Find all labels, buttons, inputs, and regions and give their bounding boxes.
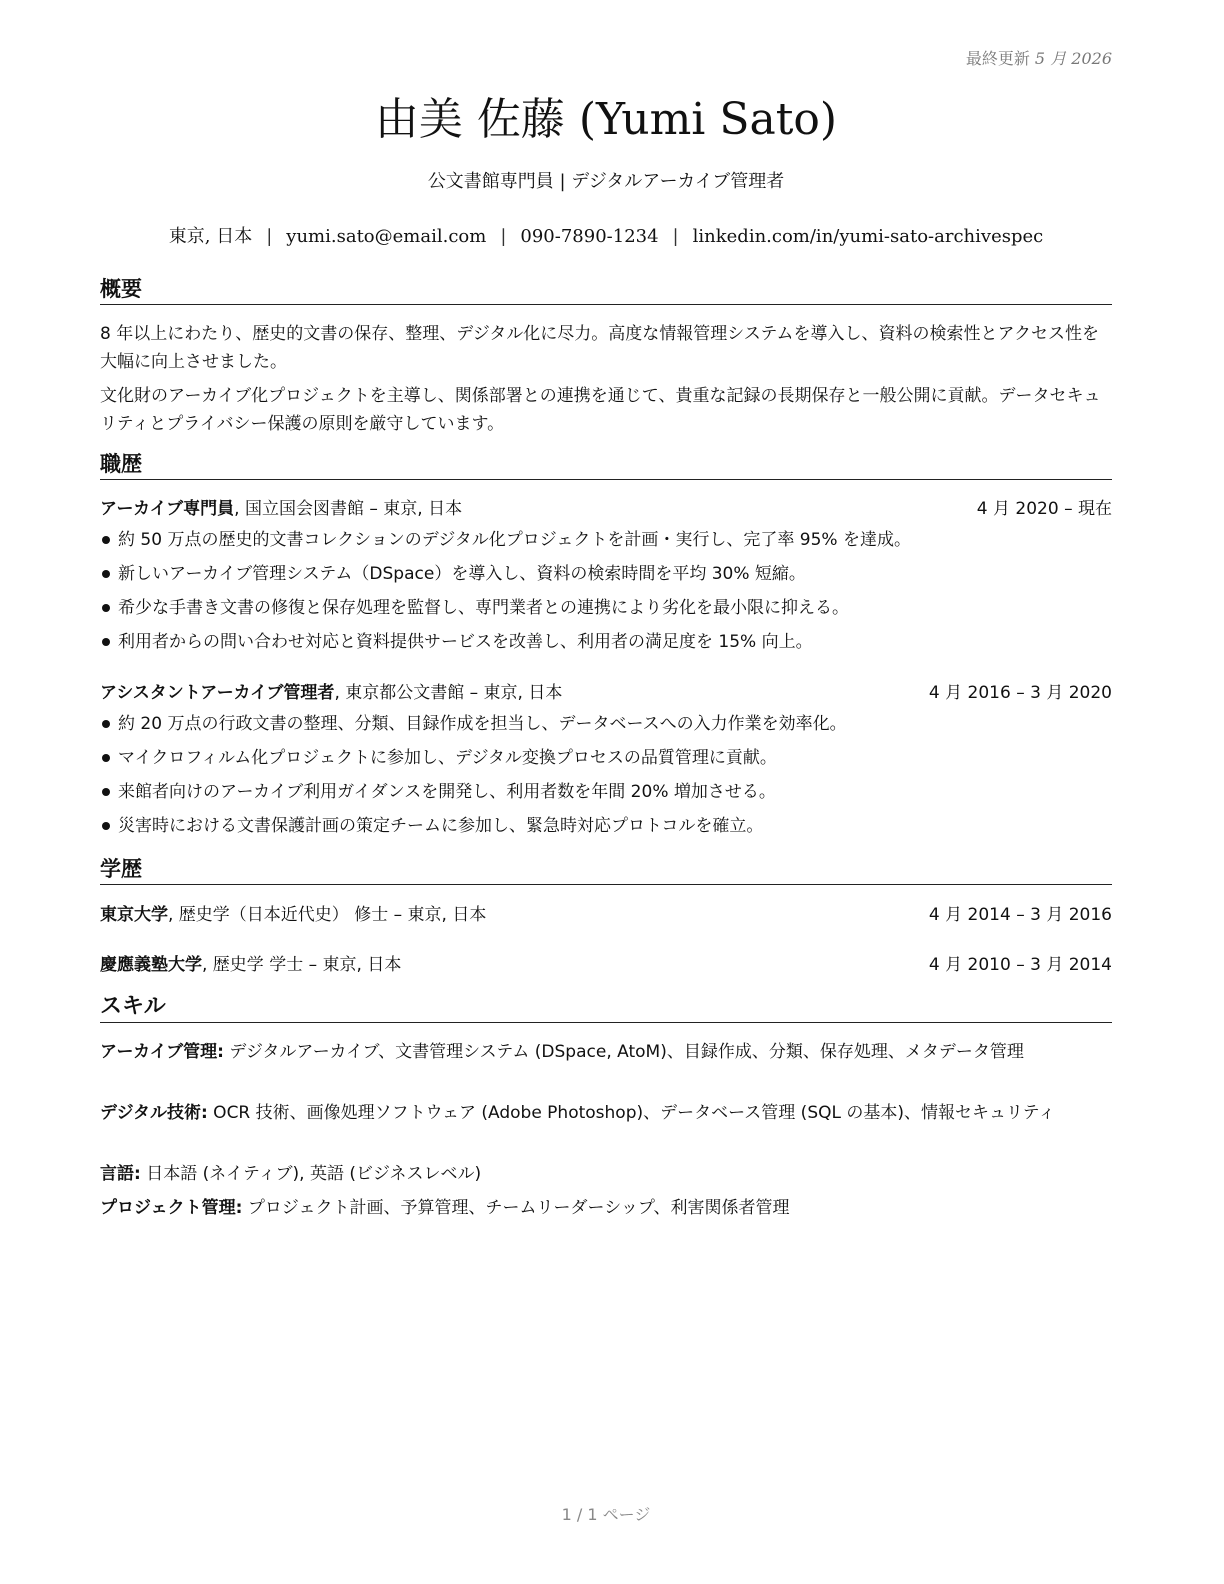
summary-paragraph: 文化財のアーカイブ化プロジェクトを主導し、関係部署との連携を通じて、貴重な記録の長期保存と一般公開に貢献。データセキュリティとプライバシー保護の原則を厳守しています。 [100, 386, 1101, 434]
skill-label: アーカイブ管理: [100, 1042, 224, 1062]
job-bullets [100, 526, 1112, 662]
skill-text: OCR 技術、画像処理ソフトウェア (Adobe Photoshop)、データベース管理 (SQL の基本)、情報セキュリティ [207, 1103, 1056, 1123]
last-updated [966, 46, 1112, 69]
bullet-icon [102, 720, 110, 728]
list-item [100, 628, 1112, 662]
candidate-subtitle: 公文書館専門員 | デジタルアーカイブ管理者 [427, 171, 785, 192]
job-title-line [100, 680, 562, 706]
contact-separator: | [500, 226, 507, 247]
bullet-icon [102, 604, 110, 612]
bullet-icon [102, 536, 110, 544]
skill-text: 日本語 (ネイティブ), 英語 (ビジネスレベル) [140, 1164, 482, 1184]
section-title-summary: 概要 [100, 276, 1112, 305]
section-title-education: 学歴 [100, 856, 1112, 885]
list-item [100, 778, 1112, 812]
bullet-icon [102, 822, 110, 830]
bullet-text: 約 50 万点の歴史的文書コレクションのデジタル化プロジェクトを計画・実行し、完了率 95% を達成。 [118, 530, 911, 550]
resume-page [100, 0, 1112, 1584]
skill-line [100, 1160, 1112, 1188]
education-item [100, 902, 1112, 928]
last-updated-date: 5 月 2026 [1034, 49, 1112, 68]
skill-label: 言語: [100, 1164, 141, 1184]
education-dates: 4 月 2010 – 3 月 2014 [928, 955, 1112, 975]
education-detail: , 歴史学（日本近代史） 修士 – 東京, 日本 [168, 905, 487, 925]
contact-line [100, 225, 1112, 249]
skill-line [100, 1038, 1112, 1066]
contact-phone[interactable]: 090-7890-1234 [520, 226, 659, 247]
bullet-text: 来館者向けのアーカイブ利用ガイダンスを開発し、利用者数を年間 20% 増加させる。 [118, 782, 776, 802]
contact-separator: | [672, 226, 679, 247]
job-role: アシスタントアーカイブ管理者 [100, 683, 335, 703]
education-item [100, 952, 1112, 978]
job-org: , 国立国会図書館 – 東京, 日本 [234, 499, 463, 519]
contact-linkedin[interactable]: linkedin.com/in/yumi-sato-archivespec [692, 226, 1044, 247]
job-dates: 4 月 2016 – 3 月 2020 [928, 683, 1112, 703]
list-item [100, 526, 1112, 560]
skill-text: デジタルアーカイブ、文書管理システム (DSpace, AtoM)、目録作成、分類、保存処理、メタデータ管理 [223, 1042, 1024, 1062]
job-title-line [100, 496, 462, 522]
contact-separator: | [266, 226, 273, 247]
job-header [100, 680, 1112, 706]
section-title-experience: 職歴 [100, 451, 1112, 480]
job-role: アーカイブ専門員 [100, 499, 235, 519]
last-updated-label: 最終更新 [965, 49, 1030, 68]
bullet-text: 新しいアーカイブ管理システム（DSpace）を導入し、資料の検索時間を平均 30% 短縮。 [118, 564, 806, 584]
list-item [100, 710, 1112, 744]
list-item [100, 560, 1112, 594]
education-detail: , 歴史学 学士 – 東京, 日本 [202, 955, 402, 975]
education-school: 東京大学 [100, 905, 168, 925]
bullet-icon [102, 638, 110, 646]
job-bullets [100, 710, 1112, 846]
candidate-name: 由美 佐藤 (Yumi Sato) [374, 94, 838, 145]
section-title-skills: スキル [100, 994, 1112, 1023]
bullet-text: 利用者からの問い合わせ対応と資料提供サービスを改善し、利用者の満足度を 15% 向上。 [118, 632, 813, 652]
job-dates: 4 月 2020 – 現在 [976, 499, 1112, 519]
education-school: 慶應義塾大学 [100, 955, 202, 975]
bullet-text: 災害時における文書保護計画の策定チームに参加し、緊急時対応プロトコルを確立。 [118, 816, 764, 836]
education-title-line [100, 952, 401, 978]
skill-line [100, 1099, 1112, 1127]
education-dates: 4 月 2014 – 3 月 2016 [928, 905, 1112, 925]
bullet-icon [102, 570, 110, 578]
bullet-text: マイクロフィルム化プロジェクトに参加し、デジタル変換プロセスの品質管理に貢献。 [118, 748, 777, 768]
skill-label: プロジェクト管理: [100, 1198, 243, 1218]
education-title-line [100, 902, 486, 928]
skill-text: プロジェクト計画、予算管理、チームリーダーシップ、利害関係者管理 [242, 1198, 790, 1218]
list-item [100, 812, 1112, 846]
bullet-icon [102, 754, 110, 762]
skill-label: デジタル技術: [100, 1103, 208, 1123]
page-number: 1 / 1 ページ [561, 1505, 651, 1524]
skill-line [100, 1194, 1112, 1222]
contact-email[interactable]: yumi.sato@email.com [286, 226, 487, 247]
job-org: , 東京都公文書館 – 東京, 日本 [334, 683, 563, 703]
bullet-text: 約 20 万点の行政文書の整理、分類、目録作成を担当し、データベースへの入力作業を効率化。 [118, 714, 847, 734]
job-header [100, 496, 1112, 522]
list-item [100, 594, 1112, 628]
contact-location: 東京, 日本 [168, 226, 253, 247]
summary-paragraph: 8 年以上にわたり、歴史的文書の保存、整理、デジタル化に尽力。高度な情報管理システムを導入し、資料の検索性とアクセス性を大幅に向上させました。 [100, 324, 1099, 372]
bullet-text: 希少な手書き文書の修復と保存処理を監督し、専門業者との連携により劣化を最小限に抑える。 [118, 598, 849, 618]
bullet-icon [102, 788, 110, 796]
list-item [100, 744, 1112, 778]
